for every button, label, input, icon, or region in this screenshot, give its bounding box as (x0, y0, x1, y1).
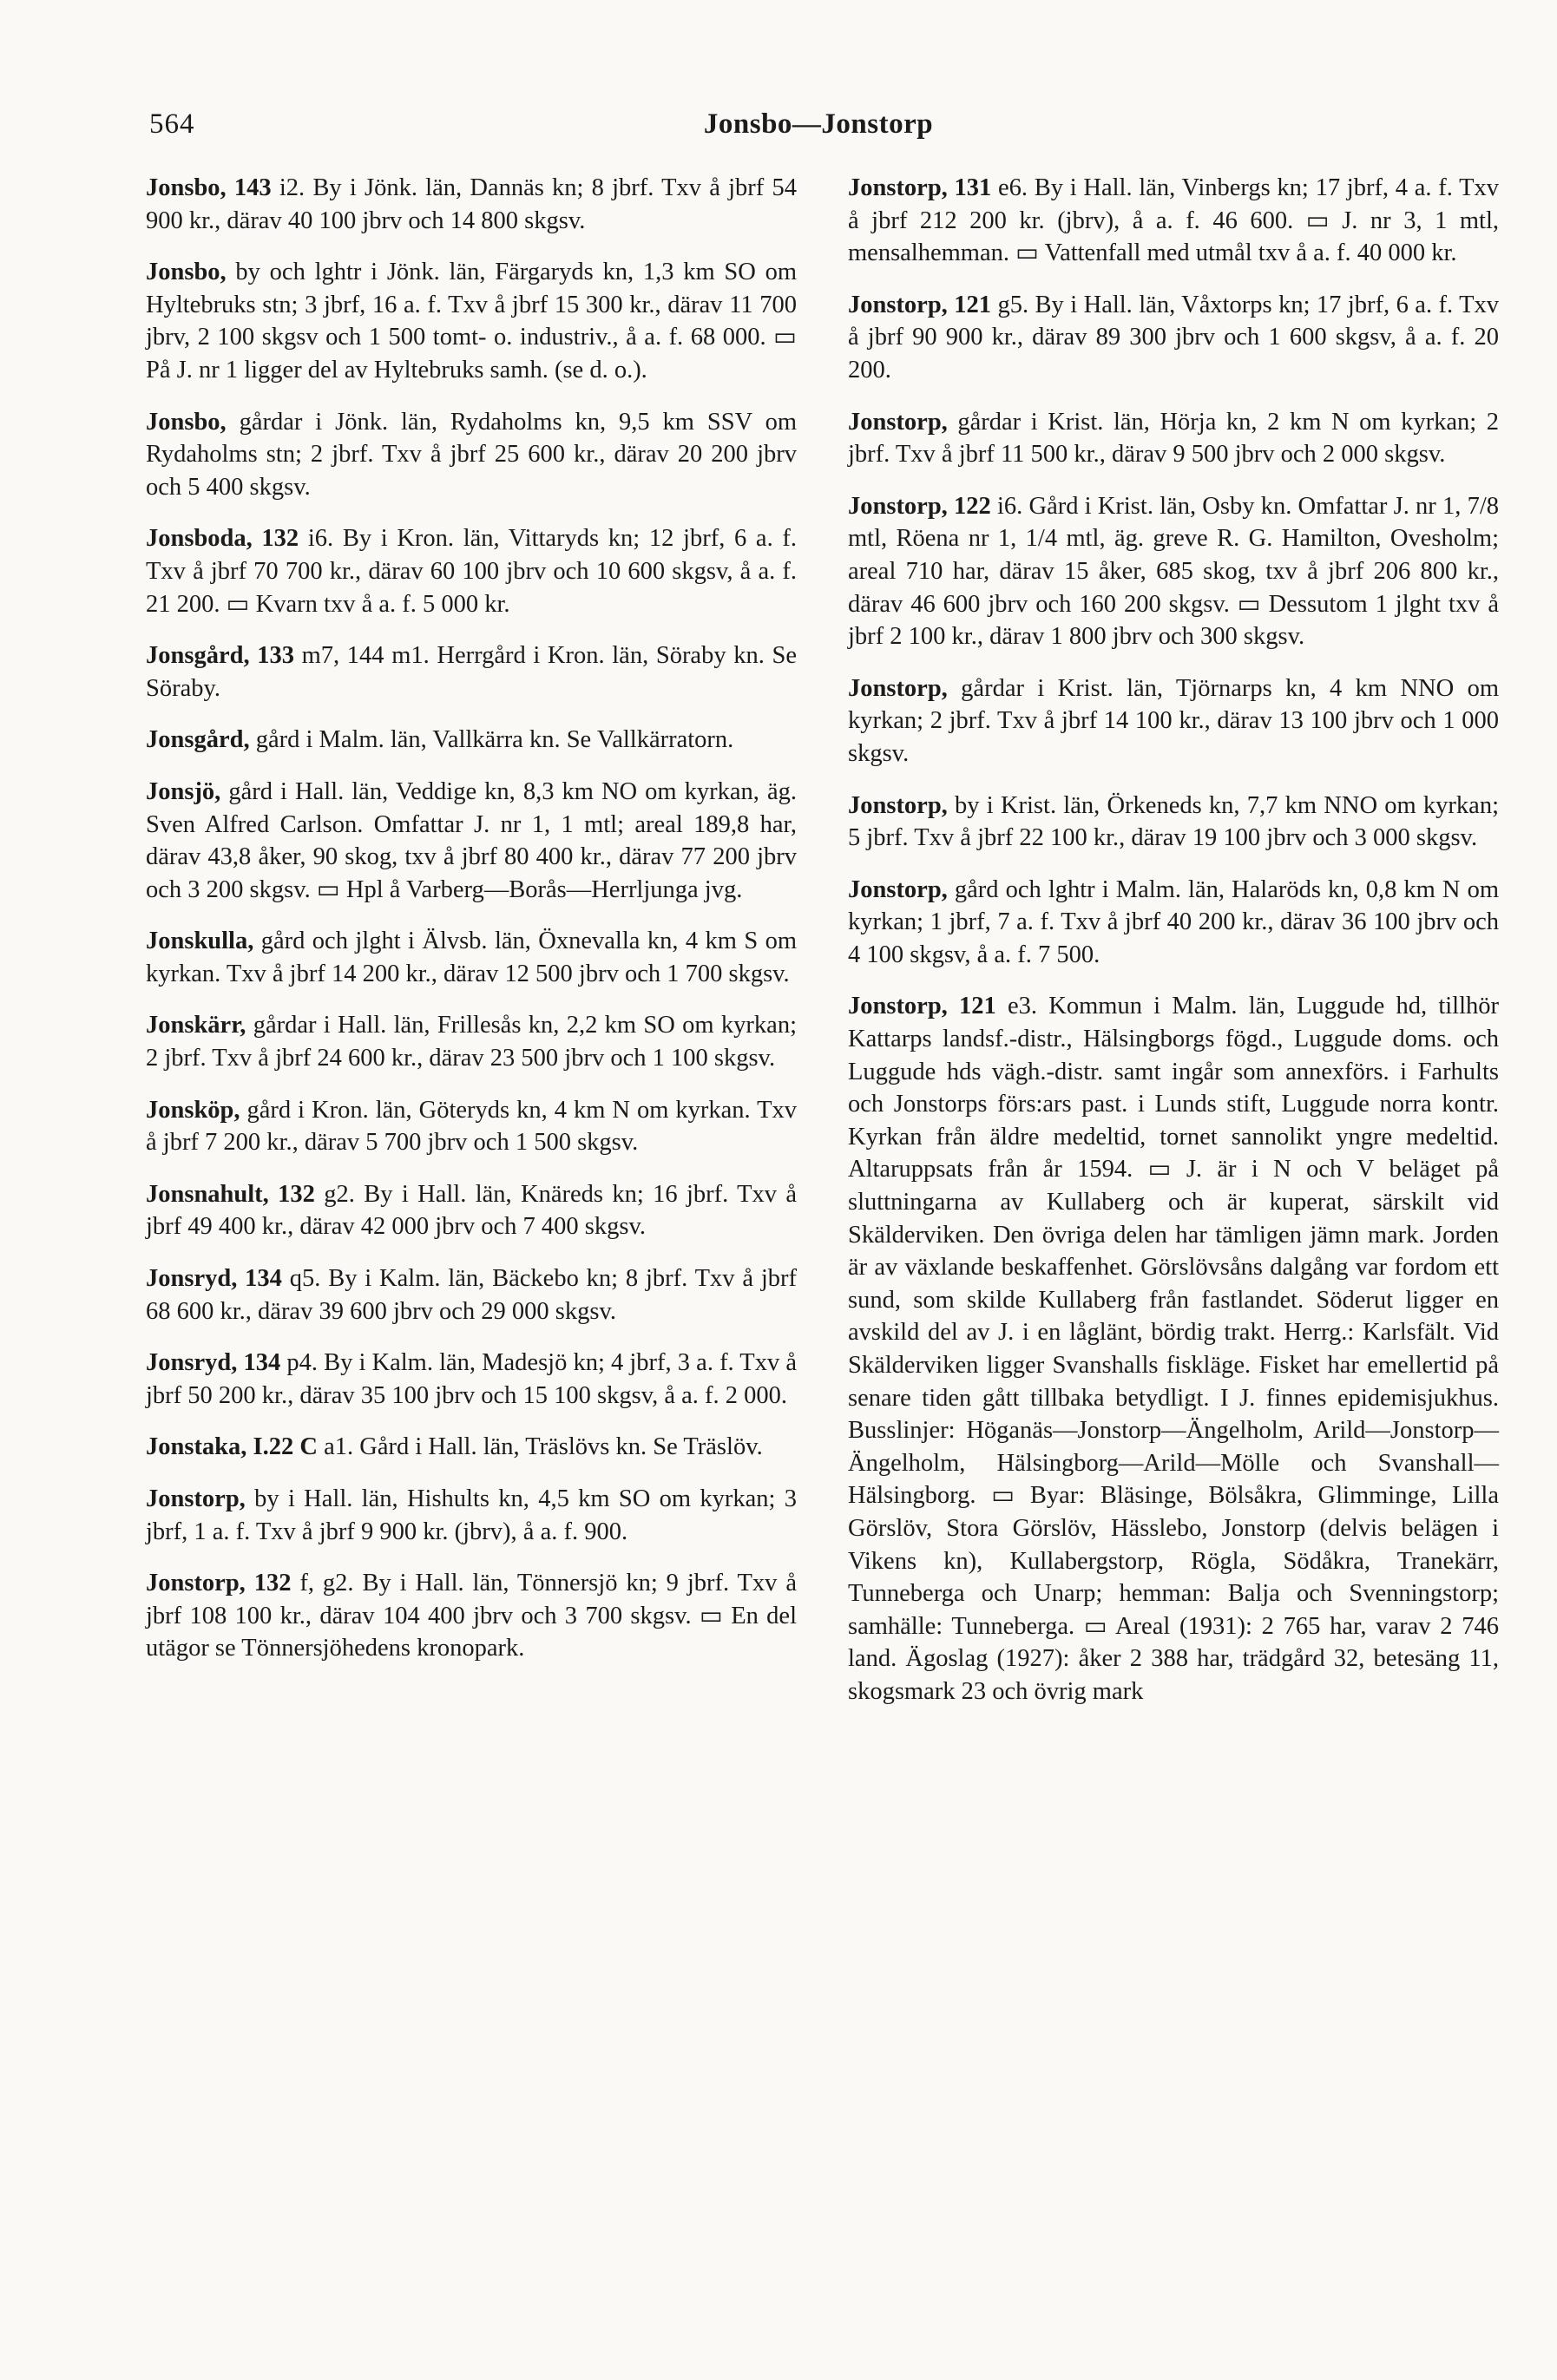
dictionary-entry (848, 990, 1499, 1708)
dictionary-entry (146, 1094, 797, 1159)
entry-text: e3. Kommun i Malm. län, Luggude hd, tillhör Kattarps landsf.-distr., Hälsingborgs fögd., Luggude doms. och Luggude hds vägh.-distr. samt ingår som annexförs. i Farhults och Jonstorps förs:ars past. i Lunds stift, Luggude norra kontr. Kyrkan från äldre medeltid, tornet sannolikt yngre medeltid. Altaruppsats från år 1594. ▭ J. är i N och V beläget på sluttningarna av Kullaberg och är kuperat, särskilt vid Skälderviken. Den övriga delen har tämligen jämn mark. Jorden är av växlande beskaffenhet. Görslövsåns dalgång var fordom ett sund, som skilde Kullaberg från fastlandet. Söderut ligger en avskild del av J. i en låglänt, bördig trakt. Herrg.: Karlsfält. Vid Skälderviken ligger Svanshalls fiskläge. Fisket har emellertid på senare tiden gått tillbaka betydligt. I J. finnes epidemisjukhus. Busslinjer: Höganäs—Jonstorp—Ängelholm, Arild—Jonstorp—Ängelholm, Hälsingborg—Arild—Mölle och Svanshall—Hälsingborg. ▭ Byar: Bläsinge, Bölsåkra, Glimminge, Lilla Görslöv, Stora Görslöv, Hässlebo, Jonstorp (delvis belägen i Vikens kn), Kullabergstorp, Rögla, Södåkra, Tranekärr, Tunneberga och Unarp; hemman: Balja och Svenningstorp; samhälle: Tunneberga. ▭ Areal (1931): 2 765 har, varav 2 746 land. Ägoslag (1927): åker 2 388 har, trädgård 32, betesäng 11, skogsmark 23 och övrig mark (848, 993, 1499, 1705)
entry-headword: Jonstorp, (848, 408, 948, 436)
dictionary-entry (146, 256, 797, 386)
entry-text: gårdar i Krist. län, Tjörnarps kn, 4 km NNO om kyrkan; 2 jbrf. Txv å jbrf 14 100 kr., därav 13 100 jbrv och 1 000 skgsv. (848, 674, 1499, 767)
entry-text: gård i Hall. län, Veddige kn, 8,3 km NO om kyrkan, äg. Sven Alfred Carlson. Omfattar J. nr 1, 1 mtl; areal 189,8 har, därav 43,8 åker, 90 skog, txv å jbrf 80 400 kr., därav 77 200 jbrv och 3 200 skgsv. ▭ Hpl å Varberg—Borås—Herrljunga jvg. (146, 777, 797, 903)
dictionary-entry (146, 1483, 797, 1548)
entry-text: gårdar i Hall. län, Frillesås kn, 2,2 km SO om kyrkan; 2 jbrf. Txv å jbrf 24 600 kr., därav 23 500 jbrv och 1 100 skgsv. (146, 1012, 797, 1072)
entry-text: gård och jlght i Älvsb. län, Öxnevalla kn, 4 km S om kyrkan. Txv å jbrf 14 200 kr., därav 12 500 jbrv och 1 700 skgsv. (146, 928, 797, 987)
dictionary-entry (848, 289, 1499, 387)
entry-headword: Jonstorp, 132 (146, 1570, 292, 1597)
entry-headword: Jonstorp, (146, 1485, 246, 1512)
dictionary-entry (848, 490, 1499, 653)
entry-headword: Jonskärr, (146, 1012, 246, 1039)
entry-headword: Jonskulla, (146, 928, 254, 955)
dictionary-entry (146, 172, 797, 237)
entry-headword: Jonsboda, 132 (146, 525, 299, 553)
entry-headword: Jonsryd, 134 (146, 1349, 281, 1377)
entry-headword: Jonsbo, (146, 408, 227, 436)
dictionary-entry (848, 672, 1499, 770)
dictionary-entry (146, 925, 797, 990)
left-column (146, 172, 797, 1684)
entry-headword: Jonsbo, 143 (146, 174, 272, 201)
entry-text: m7, 144 m1. Herrgård i Kron. län, Söraby kn. Se Söraby. (146, 642, 797, 702)
entry-text: q5. By i Kalm. län, Bäckebo kn; 8 jbrf. Txv å jbrf 68 600 kr., därav 39 600 jbrv och 29 000 skgsv. (146, 1265, 797, 1325)
entry-text: i6. Gård i Krist. län, Osby kn. Omfattar J. nr 1, 7/8 mtl, Röena nr 1, 1/4 mtl, äg. greve R. G. Hamilton, Ovesholm; areal 710 har, därav 15 åker, 685 skog, txv å jbrf 206 800 kr., därav 46 600 jbrv och 160 200 skgsv. ▭ Dessutom 1 jlght txv å jbrf 2 100 kr., därav 1 800 jbrv och 300 skgsv. (848, 492, 1500, 651)
dictionary-entry (848, 790, 1499, 855)
page-header (149, 108, 1488, 152)
entry-headword: Jonstaka, I.22 C (146, 1433, 318, 1461)
dictionary-entry (146, 1567, 797, 1665)
entry-text: i6. By i Kron. län, Vittaryds kn; 12 jbrf, 6 a. f. Txv å jbrf 70 700 kr., därav 60 100 jbrv och 10 600 skgsv, å a. f. 21 200. ▭ Kvarn txv å a. f. 5 000 kr. (146, 525, 797, 618)
entry-text: gårdar i Krist. län, Hörja kn, 2 km N om kyrkan; 2 jbrf. Txv å jbrf 11 500 kr., därav 9 500 jbrv och 2 000 skgsv. (848, 408, 1499, 469)
dictionary-entry (146, 776, 797, 906)
entry-text: g2. By i Hall. län, Knäreds kn; 16 jbrf. Txv å jbrf 49 400 kr., därav 42 000 jbrv och 7 400 skgsv. (146, 1180, 797, 1241)
entry-text: f, g2. By i Hall. län, Tönnersjö kn; 9 jbrf. Txv å jbrf 108 100 kr., därav 104 400 jbrv och 3 700 skgsv. ▭ En del utägor se Tönnersjöhedens kronopark. (146, 1570, 797, 1662)
entry-text: gård i Kron. län, Göteryds kn, 4 km N om kyrkan. Txv å jbrf 7 200 kr., därav 5 700 jbrv och 1 500 skgsv. (146, 1096, 797, 1157)
entry-headword: Jonsbo, (146, 259, 227, 286)
dictionary-entry (146, 1009, 797, 1074)
entry-text: i2. By i Jönk. län, Dannäs kn; 8 jbrf. Txv å jbrf 54 900 kr., därav 40 100 jbrv och 14 800 skgsv. (146, 174, 797, 234)
entry-headword: Jonstorp, 122 (848, 492, 991, 520)
entry-text: e6. By i Hall. län, Vinbergs kn; 17 jbrf, 4 a. f. Txv å jbrf 212 200 kr. (jbrv), å a. f. 46 600. ▭ J. nr 3, 1 mtl, mensalhemman. ▭ Vattenfall med utmål txv å a. f. 40 000 kr. (848, 174, 1499, 267)
entry-headword: Jonstorp, 121 (848, 993, 996, 1020)
entry-text: by i Hall. län, Hishults kn, 4,5 km SO om kyrkan; 3 jbrf, 1 a. f. Txv å jbrf 9 900 kr. (jbrv), å a. f. 900. (146, 1485, 797, 1545)
entry-text: by i Krist. län, Örkeneds kn, 7,7 km NNO om kyrkan; 5 jbrf. Txv å jbrf 22 100 kr., därav 19 100 jbrv och 3 000 skgsv. (848, 791, 1499, 852)
dictionary-entry (146, 406, 797, 504)
page-number: 564 (149, 108, 195, 140)
entry-headword: Jonstorp, (848, 791, 948, 819)
entry-text: by och lghtr i Jönk. län, Färgaryds kn, 1,3 km SO om Hyltebruks stn; 3 jbrf, 16 a. f. Txv å jbrf 15 300 kr., därav 11 700 jbrv, 2 100 skgsv och 1 500 tomt- o. industriv., å a. f. 68 000. ▭ På J. nr 1 ligger del av Hyltebruks samh. (se d. o.). (146, 259, 797, 384)
entry-headword: Jonsgård, 133 (146, 642, 294, 670)
entry-headword: Jonstorp, (848, 674, 948, 702)
running-head: Jonsbo—Jonstorp (703, 108, 934, 140)
entry-headword: Jonstorp, (848, 875, 948, 903)
entry-headword: Jonstorp, 121 (848, 291, 992, 318)
dictionary-entry (146, 1262, 797, 1328)
entry-headword: Jonsryd, 134 (146, 1265, 282, 1293)
entry-headword: Jonsgård, (146, 726, 250, 754)
dictionary-entry (146, 1347, 797, 1412)
dictionary-entry (146, 724, 797, 757)
dictionary-entry (848, 406, 1499, 471)
dictionary-entry (848, 874, 1499, 972)
dictionary-entry (146, 1431, 797, 1464)
entry-headword: Jonsköp, (146, 1096, 240, 1124)
dictionary-entry (146, 522, 797, 620)
entry-headword: Jonstorp, 131 (848, 174, 992, 201)
entry-text: gård och lghtr i Malm. län, Halaröds kn, 0,8 km N om kyrkan; 1 jbrf, 7 a. f. Txv å jbrf 40 200 kr., därav 36 100 jbrv och 4 100 skgsv, å a. f. 7 500. (848, 875, 1499, 968)
entry-text: g5. By i Hall. län, Våxtorps kn; 17 jbrf, 6 a. f. Txv å jbrf 90 900 kr., därav 89 300 jbrv och 1 600 skgsv, å a. f. 20 200. (848, 291, 1499, 384)
entry-text: gårdar i Jönk. län, Rydaholms kn, 9,5 km SSV om Rydaholms stn; 2 jbrf. Txv å jbrf 25 600 kr., därav 20 200 jbrv och 5 400 skgsv. (146, 408, 797, 501)
entry-headword: Jonsnahult, 132 (146, 1180, 315, 1208)
entry-text: p4. By i Kalm. län, Madesjö kn; 4 jbrf, 3 a. f. Txv å jbrf 50 200 kr., därav 35 100 jbrv och 15 100 skgsv, å a. f. 2 000. (146, 1349, 797, 1409)
right-column (848, 172, 1499, 1728)
dictionary-entry (848, 172, 1499, 270)
entry-headword: Jonsjö, (146, 777, 221, 805)
entry-text: gård i Malm. län, Vallkärra kn. Se Vallkärratorn. (249, 726, 734, 754)
entry-text: a1. Gård i Hall. län, Träslövs kn. Se Träslöv. (317, 1433, 763, 1461)
dictionary-entry (146, 1178, 797, 1243)
dictionary-entry (146, 639, 797, 705)
